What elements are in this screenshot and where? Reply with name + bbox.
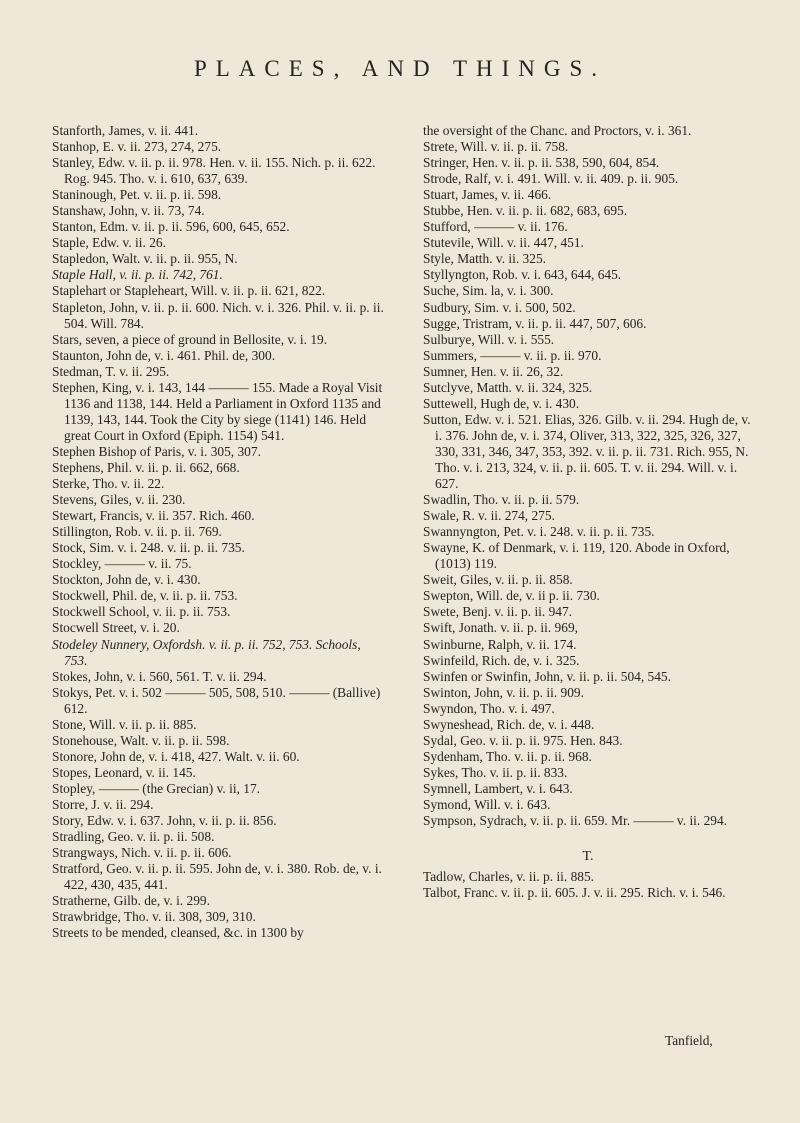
index-entry: Staple Hall, v. ii. p. ii. 742, 761. <box>52 267 223 283</box>
index-entry: Stodeley Nunnery, Oxfordsh. v. ii. p. ii. 752, 753. Schools, 753. <box>52 636 361 668</box>
index-entry: Swepton, Will. de, v. ii p. ii. 730. <box>423 588 600 604</box>
index-entry: Sykes, Tho. v. ii. p. ii. 833. <box>423 764 568 780</box>
index-entry: Stockley, ——— v. ii. 75. <box>52 556 192 572</box>
index-entry: Stufford, ——— v. ii. 176. <box>423 219 568 235</box>
index-entry: Stradling, Geo. v. ii. p. ii. 508. <box>52 829 215 845</box>
index-entry: Stubbe, Hen. v. ii. p. ii. 682, 683, 695. <box>423 203 628 219</box>
index-entry: Stokys, Pet. v. i. 502 ——— 505, 508, 510. ——— (Ballive) 612. <box>52 684 381 716</box>
index-entry: Swinburne, Ralph, v. ii. 174. <box>423 636 577 652</box>
index-entry: Stutevile, Will. v. ii. 447, 451. <box>423 235 584 251</box>
right-column <box>423 123 753 901</box>
index-entry: Swayne, K. of Denmark, v. i. 119, 120. Abode in Oxford, (1013) 119. <box>423 540 730 572</box>
index-entry: Symond, Will. v. i. 643. <box>423 796 551 812</box>
index-entry: Swyneshead, Rich. de, v. i. 448. <box>423 716 595 732</box>
index-entry: Suche, Sim. la, v. i. 300. <box>423 283 554 299</box>
index-entry: Stephens, Phil. v. ii. p. ii. 662, 668. <box>52 459 240 475</box>
index-entry: Stockwell School, v. ii. p. ii. 753. <box>52 604 231 620</box>
index-entry: Swyndon, Tho. v. i. 497. <box>423 700 555 716</box>
catchword: Tanfield, <box>665 1033 713 1048</box>
index-entry: Story, Edw. v. i. 637. John, v. ii. p. ii. 856. <box>52 813 277 829</box>
index-entry: Sumner, Hen. v. ii. 26, 32. <box>423 363 564 379</box>
index-entry: Sulburye, Will. v. i. 555. <box>423 331 555 347</box>
index-entry: Stillington, Rob. v. ii. p. ii. 769. <box>52 524 222 540</box>
index-entry: Swinfen or Swinfin, John, v. ii. p. ii. 504, 545. <box>423 668 671 684</box>
index-entry: Stock, Sim. v. i. 248. v. ii. p. ii. 735. <box>52 540 245 556</box>
index-entry: Sydenham, Tho. v. ii. p. ii. 968. <box>423 748 592 764</box>
index-entry: Style, Matth. v. ii. 325. <box>423 251 546 267</box>
index-entry: Stratford, Geo. v. ii. p. ii. 595. John de, v. i. 380. Rob. de, v. i. 422, 430, 435, 441. <box>52 861 382 893</box>
index-entry: Styllyngton, Rob. v. i. 643, 644, 645. <box>423 267 622 283</box>
index-entry: Stanshaw, John, v. ii. 73, 74. <box>52 203 205 219</box>
index-entry: Stapleton, John, v. ii. p. ii. 600. Nich. v. i. 326. Phil. v. ii. p. ii. 504. Will. 784. <box>52 299 384 331</box>
index-entry: Stopes, Leonard, v. ii. 145. <box>52 764 196 780</box>
index-entry: Staunton, John de, v. i. 461. Phil. de, 300. <box>52 347 276 363</box>
index-entry: the oversight of the Chanc. and Proctors, v. i. 361. <box>423 123 692 138</box>
index-entry: Stonore, John de, v. i. 418, 427. Walt. v. ii. 60. <box>52 748 300 764</box>
index-entry: Stokes, John, v. i. 560, 561. T. v. ii. 294. <box>52 668 267 684</box>
left-column <box>52 123 384 941</box>
index-entry: Sutton, Edw. v. i. 521. Elias, 326. Gilb. v. ii. 294. Hugh de, v. i. 376. John de, v. i. 374, Oliver, 313, 322, 325, 326, 327, 330, 331, 346, 347, 353, 392. v. ii. p. ii. 731. Rich. 955, N. Tho. v. i. 213, 324, v. ii. p. ii. 605. T. v. ii. 294. Will. v. i. 627. <box>423 411 751 492</box>
index-entry: Stephen, King, v. i. 143, 144 ——— 155. Made a Royal Visit 1136 and 1138, 144. Held a Parliament in Oxford 1135 and 1139, 143, 144. Took the City by siege (1141) 146. Held great Court in Oxford (Epiph. 1154) 541. <box>52 379 383 443</box>
index-entry: Stedman, T. v. ii. 295. <box>52 363 170 379</box>
index-entry: Sutclyve, Matth. v. ii. 324, 325. <box>423 379 593 395</box>
index-entry: Sterke, Tho. v. ii. 22. <box>52 476 165 492</box>
index-entry: Stone, Will. v. ii. p. ii. 885. <box>52 716 197 732</box>
index-entry: Stanley, Edw. v. ii. p. ii. 978. Hen. v. ii. 155. Nich. p. ii. 622. Rog. 945. Tho. v. i. 610, 637, 639. <box>52 155 376 187</box>
section-heading-t: T. <box>582 849 594 865</box>
index-entry: Strangways, Nich. v. ii. p. ii. 606. <box>52 845 232 861</box>
index-entry: Swete, Benj. v. ii. p. ii. 947. <box>423 604 573 620</box>
index-entry: Stewart, Francis, v. ii. 357. Rich. 460. <box>52 508 255 524</box>
index-entry: Swale, R. v. ii. 274, 275. <box>423 508 555 524</box>
index-entry: Symnell, Lambert, v. i. 643. <box>423 780 573 796</box>
index-entry: Sympson, Sydrach, v. ii. p. ii. 659. Mr. ——— v. ii. 294. <box>423 813 728 829</box>
index-entry: Stopley, ——— (the Grecian) v. ii, 17. <box>52 780 261 796</box>
index-entry: Stanforth, James, v. ii. 441. <box>52 123 199 138</box>
index-entry: Swadlin, Tho. v. ii. p. ii. 579. <box>423 492 580 508</box>
index-entry: Stratherne, Gilb. de, v. i. 299. <box>52 893 210 909</box>
index-entry: Sudbury, Sim. v. i. 500, 502. <box>423 299 576 315</box>
index-entry: Stockwell, Phil. de, v. ii. p. ii. 753. <box>52 588 238 604</box>
index-entry: Stanhop, E. v. ii. 273, 274, 275. <box>52 139 222 155</box>
index-entry: Swift, Jonath. v. ii. p. ii. 969, <box>423 620 578 636</box>
index-entry: Stocwell Street, v. i. 20. <box>52 620 180 636</box>
index-entry: Talbot, Franc. v. ii. p. ii. 605. J. v. ii. 295. Rich. v. i. 546. <box>423 885 726 901</box>
index-entry: Strete, Will. v. ii. p. ii. 758. <box>423 139 569 155</box>
index-entry: Stars, seven, a piece of ground in Bellosite, v. i. 19. <box>52 331 328 347</box>
index-entry: Staple, Edw. v. ii. 26. <box>52 235 166 251</box>
index-entry: Sugge, Tristram, v. ii. p. ii. 447, 507, 606. <box>423 315 647 331</box>
index-entry: Streets to be mended, cleansed, &c. in 1300 by <box>52 925 304 941</box>
index-entry: Swinton, John, v. ii. p. ii. 909. <box>423 684 584 700</box>
index-entry: Stonehouse, Walt. v. ii. p. ii. 598. <box>52 732 230 748</box>
page-header: PLACES, AND THINGS. <box>193 56 607 81</box>
index-entry: Tadlow, Charles, v. ii. p. ii. 885. <box>423 869 595 885</box>
index-entry: Swannyngton, Pet. v. i. 248. v. ii. p. ii. 735. <box>423 524 655 540</box>
index-entry: Sydal, Geo. v. ii. p. ii. 975. Hen. 843. <box>423 732 623 748</box>
index-entry: Staplehart or Stapleheart, Will. v. ii. p. ii. 621, 822. <box>52 283 326 299</box>
index-entry: Strode, Ralf, v. i. 491. Will. v. ii. 409. p. ii. 905. <box>423 171 679 187</box>
index-entry: Summers, ——— v. ii. p. ii. 970. <box>423 347 602 363</box>
index-entry: Stephen Bishop of Paris, v. i. 305, 307. <box>52 443 261 459</box>
index-entry: Stringer, Hen. v. ii. p. ii. 538, 590, 604, 854. <box>423 155 660 171</box>
index-entry: Stapledon, Walt. v. ii. p. ii. 955, N. <box>52 251 238 267</box>
index-entry: Staninough, Pet. v. ii. p. ii. 598. <box>52 187 222 203</box>
index-entry: Stanton, Edm. v. ii. p. ii. 596, 600, 645, 652. <box>52 219 290 235</box>
index-entry: Swinfeild, Rich. de, v. i. 325. <box>423 652 580 668</box>
index-entry: Suttewell, Hugh de, v. i. 430. <box>423 395 580 411</box>
index-entry: Stevens, Giles, v. ii. 230. <box>52 492 186 508</box>
index-entry: Stuart, James, v. ii. 466. <box>423 187 552 203</box>
index-entry: Storre, J. v. ii. 294. <box>52 796 154 812</box>
index-entry: Strawbridge, Tho. v. ii. 308, 309, 310. <box>52 909 256 925</box>
index-entry: Sweit, Giles, v. ii. p. ii. 858. <box>423 572 573 588</box>
index-entry: Stockton, John de, v. i. 430. <box>52 572 201 588</box>
